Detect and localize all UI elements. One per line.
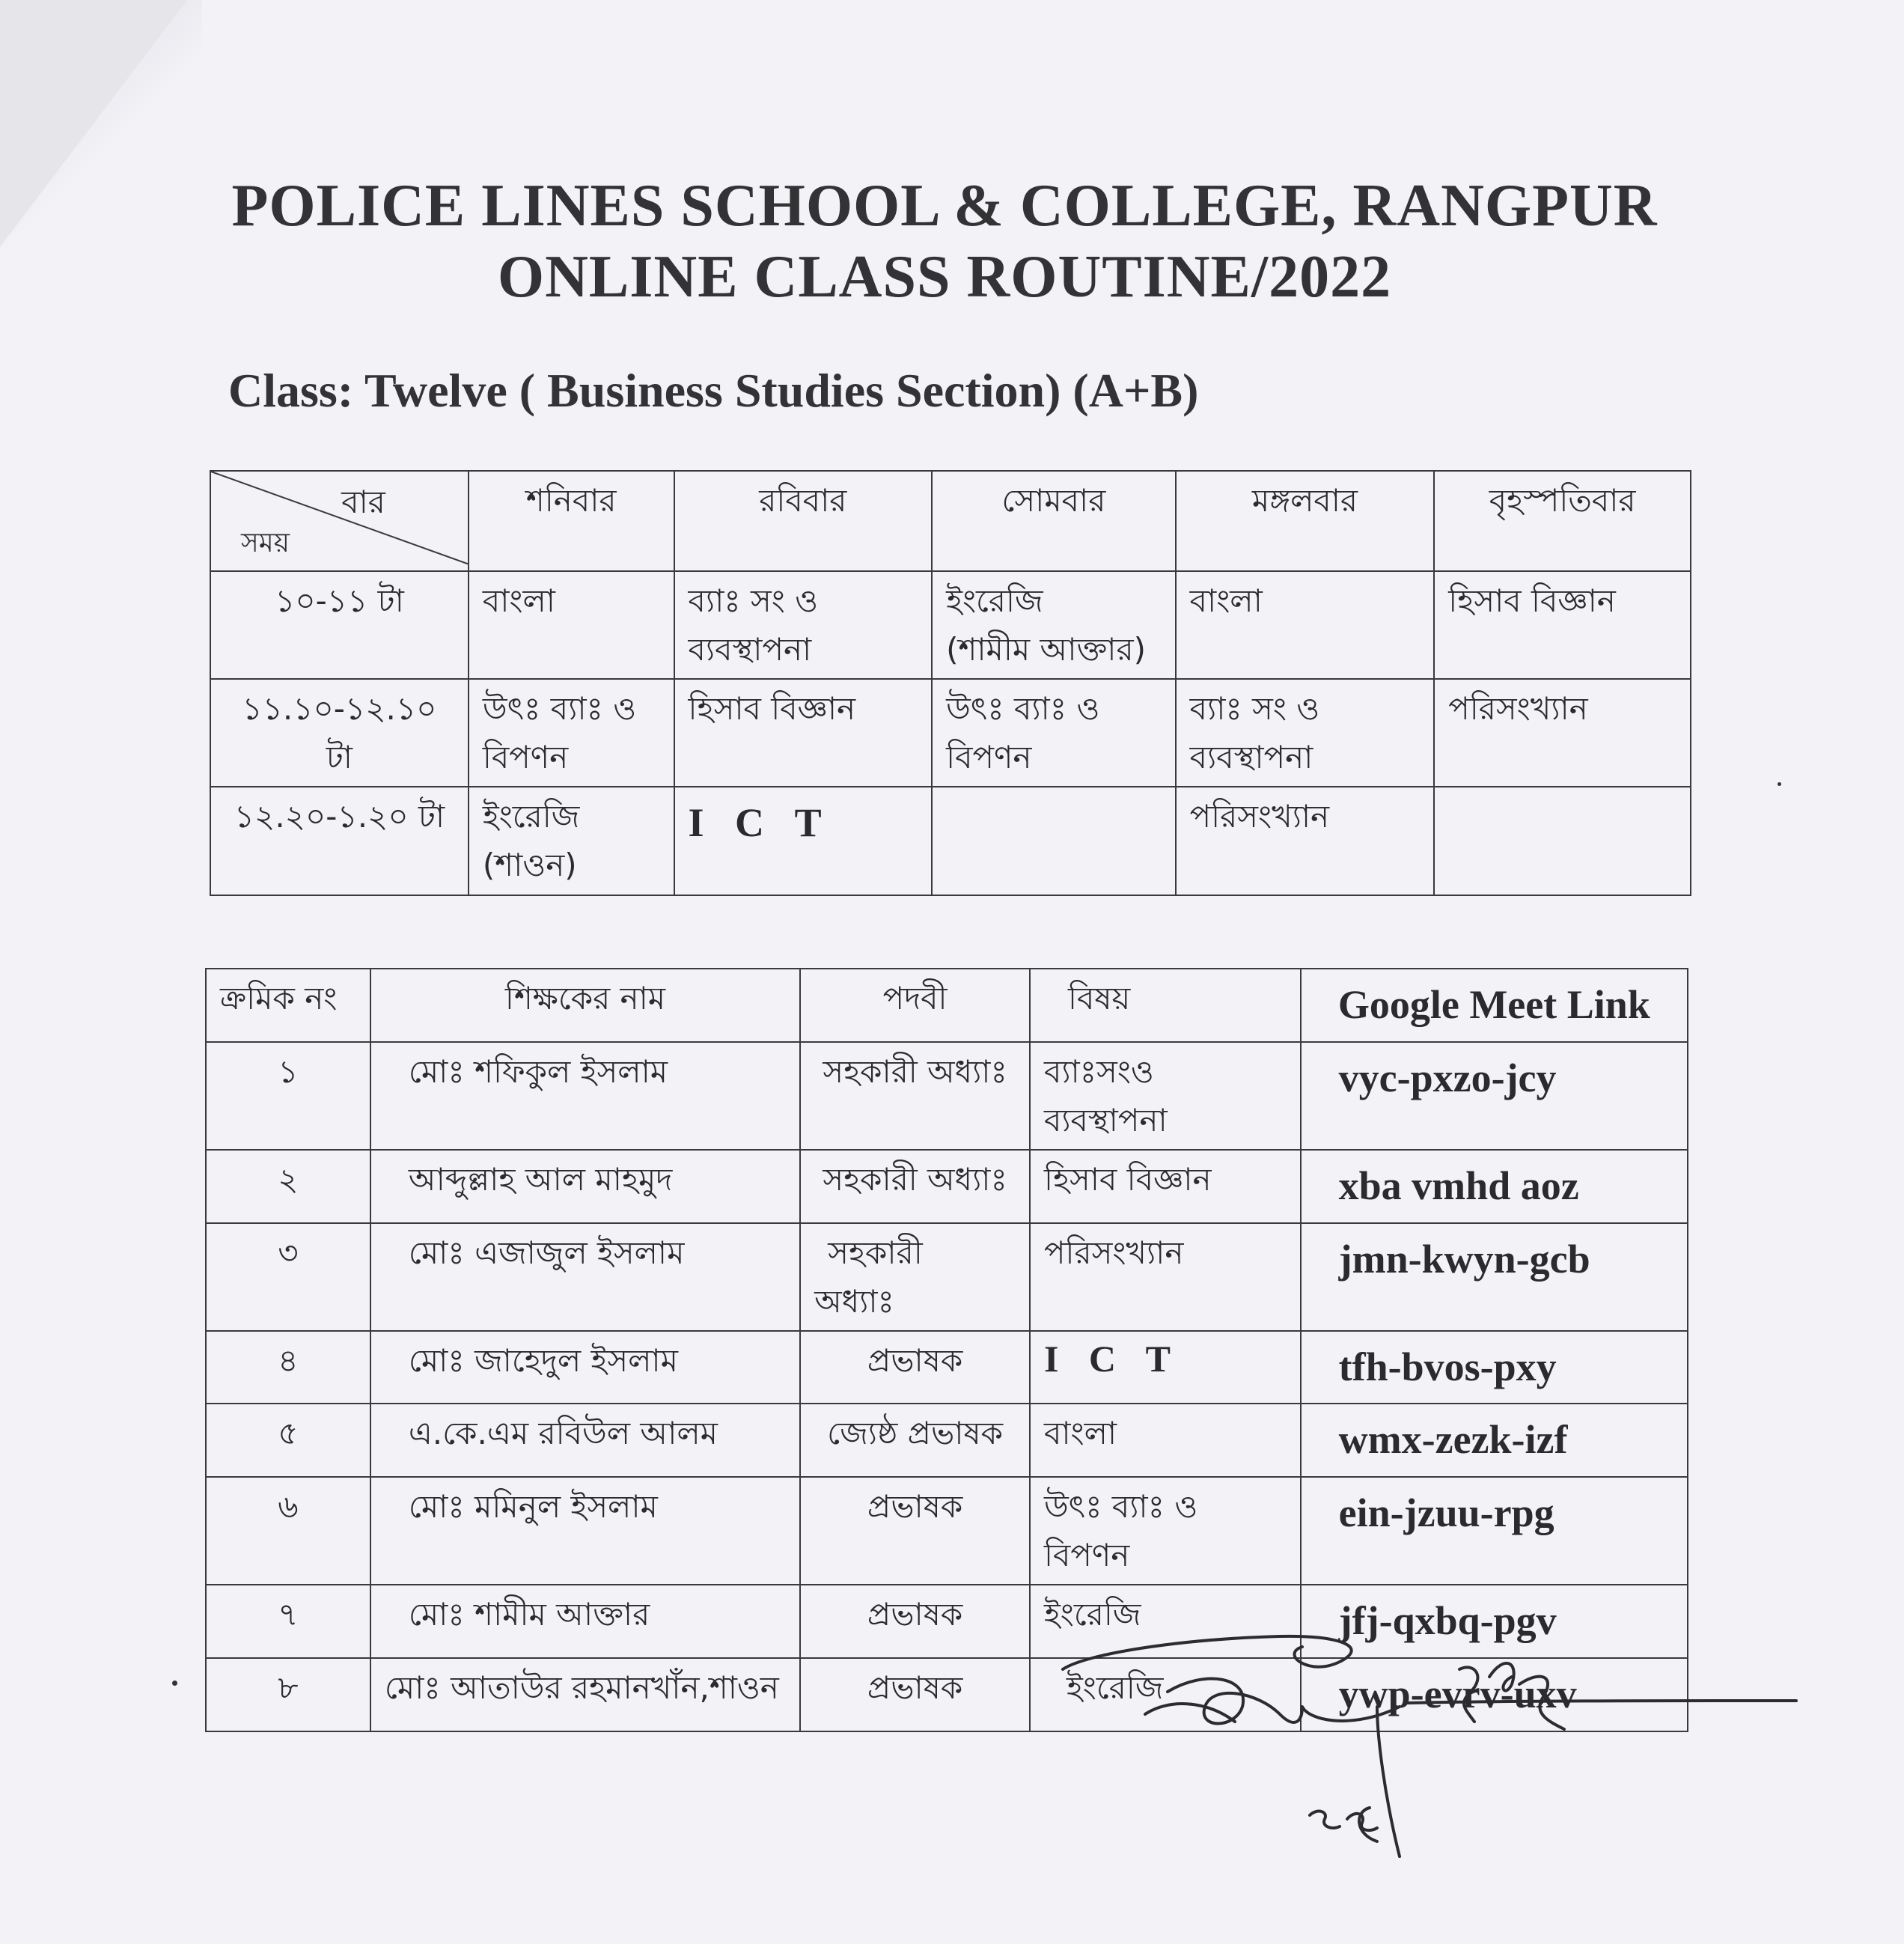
subject-line: ইংরেজি	[1043, 1596, 1141, 1633]
serial-no: ১	[206, 1042, 370, 1150]
routine-cell	[469, 571, 674, 679]
header-serial: ক্রমিক নং	[206, 969, 370, 1042]
designation	[800, 1404, 1030, 1477]
designation	[800, 1042, 1030, 1150]
speck	[1778, 782, 1781, 786]
serial-no: ৫	[206, 1404, 370, 1477]
school-title: POLICE LINES SCHOOL & COLLEGE, RANGPUR	[231, 173, 1658, 239]
day-header-tue: মঙ্গলবার	[1176, 471, 1435, 571]
header-subject: বিষয়	[1030, 969, 1301, 1042]
routine-cell	[1176, 787, 1435, 895]
subject-line: বাংলা	[482, 582, 555, 619]
subject-line: বিপণন	[946, 739, 1032, 776]
meet-link[interactable]: ein-jzuu-rpg	[1301, 1477, 1688, 1585]
designation	[800, 1658, 1030, 1731]
subject-line: I C T	[688, 800, 832, 846]
subject	[1030, 1042, 1301, 1150]
teacher-name: মোঃ আতাউর রহমানখাঁন,শাওন	[370, 1658, 800, 1731]
designation-line: অধ্যাঃ	[814, 1282, 894, 1320]
designation-line: প্রভাষক	[867, 1669, 963, 1706]
signature	[1055, 1617, 1804, 1871]
serial-no: ৬	[206, 1477, 370, 1585]
routine-cell-empty	[1434, 787, 1691, 895]
routine-cell	[932, 571, 1176, 679]
serial-no: ৩	[206, 1223, 370, 1331]
header-teacher-name: শিক্ষকের নাম	[370, 969, 800, 1042]
designation-line: জ্যেষ্ঠ প্রভাষক	[827, 1415, 1004, 1452]
subject-line: উৎঃ ব্যাঃ ও বিপণন	[1043, 1488, 1198, 1574]
teacher-row	[206, 1331, 1688, 1404]
subject-line: ব্যাঃসংও	[1043, 1052, 1154, 1090]
meet-link[interactable]: jmn-kwyn-gcb	[1301, 1223, 1688, 1331]
subject	[1030, 1331, 1301, 1404]
subject-line: বাংলা	[1043, 1415, 1117, 1452]
meet-link[interactable]: xba vmhd aoz	[1301, 1150, 1688, 1223]
time-slot: ১০-১১ টা	[210, 571, 469, 679]
subject-line: ব্যবস্থাপনা	[1189, 739, 1313, 776]
time-slot: ১২.২০-১.২০ টা	[210, 787, 469, 895]
day-header-thu: বৃহস্পতিবার	[1434, 471, 1691, 571]
teacher-name: মোঃ এজাজুল ইসলাম	[370, 1223, 800, 1331]
subject-line: হিসাব বিজ্ঞান	[1043, 1160, 1212, 1198]
designation	[800, 1477, 1030, 1585]
subject-line: পরিসংখ্যান	[1448, 690, 1588, 728]
designation	[800, 1585, 1030, 1658]
subject	[1030, 1223, 1301, 1331]
time-slot: ১১.১০-১২.১০ টা	[210, 679, 469, 787]
teacher-row	[206, 1477, 1688, 1585]
designation-line: প্রভাষক	[867, 1341, 963, 1379]
designation	[800, 1331, 1030, 1404]
routine-cell	[932, 679, 1176, 787]
routine-cell	[1176, 679, 1435, 787]
serial-no: ৭	[206, 1585, 370, 1658]
subject-line: ইংরেজি	[1066, 1669, 1164, 1706]
speck	[172, 1681, 177, 1686]
teacher-row	[206, 1042, 1688, 1150]
routine-cell	[1434, 679, 1691, 787]
serial-no: ৪	[206, 1331, 370, 1404]
meet-link[interactable]: ywp-evrv-uxv	[1301, 1658, 1688, 1731]
serial-no: ৮	[206, 1658, 370, 1731]
teacher-row	[206, 1404, 1688, 1477]
class-line: Class: Twelve ( Business Studies Section) (A+B)	[228, 364, 1199, 417]
subject-line: ইংরেজি	[946, 582, 1043, 619]
routine-row	[210, 679, 1691, 787]
teacher-name: মোঃ জাহেদুল ইসলাম	[370, 1331, 800, 1404]
meet-link[interactable]: wmx-zezk-izf	[1301, 1404, 1688, 1477]
meet-link[interactable]: vyc-pxzo-jcy	[1301, 1042, 1688, 1150]
routine-cell	[674, 679, 933, 787]
header-meet-link: Google Meet Link	[1301, 969, 1688, 1042]
meet-link[interactable]: jfj-qxbq-pgv	[1301, 1585, 1688, 1658]
subject	[1030, 1150, 1301, 1223]
teacher-name: মোঃ শফিকুল ইসলাম	[370, 1042, 800, 1150]
routine-row	[210, 787, 1691, 895]
corner-time-label: সময়	[241, 528, 290, 559]
day-header-sun: রবিবার	[674, 471, 933, 571]
routine-corner-cell	[210, 471, 469, 571]
routine-cell	[674, 787, 933, 895]
subject-line: বাংলা	[1189, 582, 1263, 619]
teacher-name: মোঃ শামীম আক্তার	[370, 1585, 800, 1658]
routine-table	[210, 470, 1691, 896]
meet-link[interactable]: tfh-bvos-pxy	[1301, 1331, 1688, 1404]
subject-line: ব্যবস্থাপনা	[1043, 1101, 1168, 1139]
subject-line: বিপণন	[482, 739, 569, 776]
header-designation: পদবী	[800, 969, 1030, 1042]
subject-line: ব্যবস্থাপনা	[688, 631, 812, 668]
teacher-name: এ.কে.এম রবিউল আলম	[370, 1404, 800, 1477]
subject-line: পরিসংখ্যান	[1189, 798, 1330, 835]
subject	[1030, 1477, 1301, 1585]
subject-line: হিসাব বিজ্ঞান	[688, 690, 856, 728]
routine-cell-empty	[932, 787, 1176, 895]
routine-cell	[1176, 571, 1435, 679]
subject-line: (শামীম আক্তার)	[946, 631, 1146, 668]
teacher-row	[206, 1150, 1688, 1223]
day-header-mon: সোমবার	[932, 471, 1176, 571]
designation-line: সহকারী	[828, 1234, 923, 1271]
serial-no: ২	[206, 1150, 370, 1223]
designation-line: সহকারী অধ্যাঃ	[823, 1052, 1007, 1090]
teacher-row	[206, 1223, 1688, 1331]
designation	[800, 1150, 1030, 1223]
subject-line: হিসাব বিজ্ঞান	[1448, 582, 1616, 619]
subject-line: উৎঃ ব্যাঃ ও	[482, 690, 637, 728]
day-header-sat: শনিবার	[469, 471, 674, 571]
teacher-name: আব্দুল্লাহ আল মাহমুদ	[370, 1150, 800, 1223]
subject-line: ব্যাঃ সং ও	[1189, 690, 1320, 728]
routine-title: ONLINE CLASS ROUTINE/2022	[497, 244, 1392, 310]
routine-header-row	[210, 471, 1691, 571]
designation-line: প্রভাষক	[867, 1596, 963, 1633]
designation-line: সহকারী অধ্যাঃ	[823, 1160, 1007, 1198]
subject-line: পরিসংখ্যান	[1043, 1234, 1184, 1271]
designation	[800, 1223, 1030, 1331]
teacher-name: মোঃ মমিনুল ইসলাম	[370, 1477, 800, 1585]
subject-line: (শাওন)	[482, 847, 577, 884]
designation-line: প্রভাষক	[867, 1488, 963, 1526]
subject-line: ইংরেজি	[482, 798, 580, 835]
routine-cell	[469, 787, 674, 895]
subject	[1030, 1404, 1301, 1477]
routine-cell	[674, 571, 933, 679]
subject-line: I C T	[1043, 1337, 1181, 1380]
corner-day-label: বার	[341, 484, 385, 520]
routine-cell	[1434, 571, 1691, 679]
routine-cell	[469, 679, 674, 787]
teachers-header-row	[206, 969, 1688, 1042]
routine-row	[210, 571, 1691, 679]
subject-line: ব্যাঃ সং ও	[688, 582, 819, 619]
subject-line: উৎঃ ব্যাঃ ও	[946, 690, 1100, 728]
